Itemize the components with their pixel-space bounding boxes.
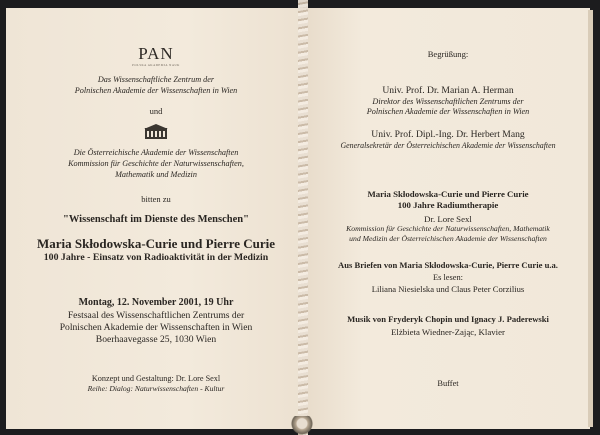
pan-logo: PAN: [138, 44, 174, 63]
buffet-text: Buffet: [437, 379, 459, 388]
lecture-role-line1: Kommission für Geschichte der Naturwissenschaften, Mathematik: [346, 224, 550, 233]
lecture-role-line2: und Medizin der Österreichischen Akademie der Wissenschaften: [349, 234, 547, 243]
speaker1-role-line2: Polnischen Akademie der Wissenschaften in Wien: [366, 107, 530, 116]
letters-title: Aus Briefen von Maria Skłodowska-Curie, Pierre Curie u.a.: [338, 260, 558, 270]
main-subtitle: 100 Jahre - Einsatz von Radioaktivität in der Medizin: [43, 252, 269, 263]
org2-line3: Mathematik und Medizin: [115, 170, 197, 179]
und-text: und: [149, 106, 163, 116]
page-edge: [588, 10, 593, 427]
org2-line2: Kommission für Geschichte der Naturwissenschaften,: [68, 159, 244, 168]
org2-line1: Die Österreichische Akademie der Wissenschaften: [73, 148, 239, 157]
lecture-title-line2: 100 Jahre Radiumtherapie: [397, 200, 499, 210]
venue-line3: Boerhaavegasse 25, 1030 Wien: [95, 334, 217, 345]
speaker2-role: Generalsekretär der Österreichischen Akademie der Wissenschaften: [340, 141, 556, 150]
org1-line1: Das Wissenschaftliche Zentrum der: [97, 75, 215, 84]
left-page: [6, 8, 306, 429]
series-text: Reihe: Dialog: Naturwissenschaften - Kultur: [87, 384, 225, 393]
bitten-text: bitten zu: [141, 194, 171, 204]
academy-building-icon: [144, 124, 168, 140]
event-title: "Wissenschaft im Dienste des Menschen": [63, 214, 249, 225]
binding-cord: [298, 0, 308, 435]
venue-line1: Festsaal des Wissenschaftlichen Zentrums der: [67, 310, 245, 321]
pan-logo-subtitle: POLSKA AKADEMIA NAUK: [132, 63, 180, 67]
speaker2-name: Univ. Prof. Dipl.-Ing. Dr. Herbert Mang: [371, 129, 525, 140]
speaker1-name: Univ. Prof. Dr. Marian A. Herman: [382, 85, 514, 96]
letters-readers: Liliana Niesielska und Claus Peter Corzilius: [371, 284, 525, 294]
venue-line2: Polnischen Akademie der Wissenschaften in Wien: [59, 322, 253, 333]
right-page: [306, 8, 590, 429]
main-title: Maria Skłodowska-Curie und Pierre Curie: [36, 236, 276, 251]
music-title: Musik von Fryderyk Chopin und Ignacy J. Paderewski: [347, 314, 549, 324]
event-date: Montag, 12. November 2001, 19 Uhr: [78, 297, 234, 308]
speaker1-role-line1: Direktor des Wissenschaftlichen Zentrums der: [372, 97, 524, 106]
concept-text: Konzept und Gestaltung: Dr. Lore Sexl: [91, 374, 221, 383]
cord-tassel: [291, 416, 313, 435]
lecture-speaker: Dr. Lore Sexl: [424, 214, 472, 224]
lecture-title-line1: Maria Skłodowska-Curie und Pierre Curie: [367, 189, 529, 199]
welcome-heading: Begrüßung:: [427, 49, 469, 59]
music-performer: Elżbieta Wiedner-Zając, Klavier: [391, 327, 505, 337]
org1-line2: Polnischen Akademie der Wissenschaften in Wien: [74, 86, 238, 95]
letters-read-by: Es lesen:: [432, 273, 463, 282]
